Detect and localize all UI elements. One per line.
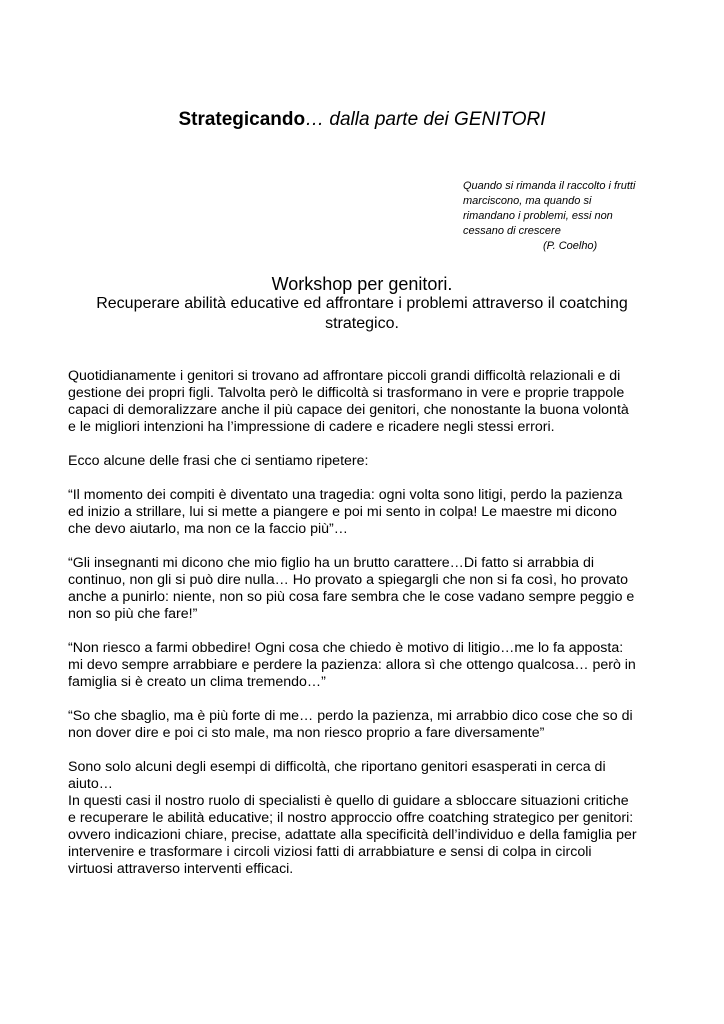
- body-paragraph: [68, 640, 663, 691]
- paragraph-line: gestione dei propri figli. Talvolta però le difficoltà si trasformano in vere e proprie trappole: [68, 385, 625, 401]
- paragraph-line: capaci di demoralizzare anche il più capace dei genitori, che nonostante la buona volontà: [68, 402, 629, 418]
- body-paragraph: [68, 708, 663, 742]
- workshop-heading: Workshop per genitori.: [271, 274, 453, 294]
- title-subtitle: … dalla parte dei GENITORI: [305, 109, 546, 130]
- quote-line: Quando si rimanda il raccolto i frutti: [463, 180, 636, 192]
- paragraph-line: che devo aiutarlo, ma non ce la faccio più”…: [68, 521, 348, 537]
- paragraph-line: mi devo sempre arrabbiare e perdere la pazienza: allora sì che ottengo qualcosa… però in: [68, 657, 636, 673]
- paragraph-line: e recuperare le abilità educative; il nostro approccio offre coatching strategico per genitori:: [68, 810, 634, 826]
- body-paragraph: [68, 453, 663, 470]
- paragraph-line: ovvero indicazioni chiare, precise, adattate alla specificità dell’individuo e della famiglia per: [68, 827, 637, 843]
- paragraph-line: “Non riesco a farmi obbedire! Ogni cosa che chiedo è motivo di litigio…me lo fa apposta:: [68, 640, 624, 656]
- paragraph-line: famiglia si è creato un clima tremendo…”: [68, 674, 326, 690]
- body-paragraph: [68, 555, 663, 623]
- paragraph-line: intervenire e trasformare i circoli viziosi fatti di arrabbiature e sensi di colpa in circoli: [68, 844, 592, 860]
- paragraph-line: Quotidianamente i genitori si trovano ad affrontare piccoli grandi difficoltà relazionali e di: [68, 368, 621, 384]
- body-paragraph: [68, 793, 663, 878]
- epigraph-quote: [463, 179, 693, 254]
- paragraph-line: aiuto…: [68, 776, 113, 792]
- subtitle-line: strategico.: [325, 315, 399, 332]
- paragraph-line: “Il momento dei compiti è diventato una tragedia: ogni volta sono litigi, perdo la pazienza: [68, 487, 623, 503]
- paragraph-line: In questi casi il nostro ruolo di specialisti è quello di guidare a sbloccare situazioni critiche: [68, 793, 629, 809]
- page-title: [0, 108, 724, 132]
- body-paragraph: [68, 759, 663, 793]
- paragraph-line: virtuosi attraverso interventi efficaci.: [68, 861, 294, 877]
- body-paragraph: [68, 487, 663, 538]
- quote-line: rimandano i problemi, essi non: [463, 210, 613, 222]
- paragraph-line: e le migliori intenzioni ha l’impressione di cadere e ricadere negli stessi errori.: [68, 419, 555, 435]
- paragraph-line: non so più che fare!”: [68, 606, 198, 622]
- body-text: [68, 368, 663, 895]
- paragraph-line: Ecco alcune delle frasi che ci sentiamo ripetere:: [68, 453, 369, 469]
- paragraph-line: Sono solo alcuni degli esempi di difficoltà, che riportano genitori esasperati in cerca di: [68, 759, 606, 775]
- paragraph-line: anche a punirlo: niente, non so più cosa fare sembra che le cose vadano sempre peggio e: [68, 589, 635, 605]
- paragraph-line: “Gli insegnanti mi dicono che mio figlio ha un brutto carattere…Di fatto si arrabbia di: [68, 555, 594, 571]
- paragraph-line: ed inizio a strillare, lui si mette a piangere e poi mi sento in colpa! Le maestre mi dicono: [68, 504, 617, 520]
- subtitle-line: Recuperare abilità educative ed affrontare i problemi attraverso il coatching: [96, 295, 628, 312]
- paragraph-line: continuo, non gli si può dire nulla… Ho provato a spiegargli che non si fa così, ho provato: [68, 572, 628, 588]
- quote-line: marciscono, ma quando si: [463, 195, 592, 207]
- workshop-subtitle: [62, 294, 662, 334]
- quote-author: (P. Coelho): [543, 240, 598, 252]
- quote-line: cessano di crescere: [463, 225, 561, 237]
- body-paragraph: [68, 368, 663, 436]
- paragraph-line: non dover dire e poi ci sto male, ma non riesco proprio a fare diversamente”: [68, 725, 545, 741]
- title-brand: Strategicando: [178, 109, 306, 130]
- paragraph-line: “So che sbaglio, ma è più forte di me… perdo la pazienza, mi arrabbio dico cose che so di: [68, 708, 633, 724]
